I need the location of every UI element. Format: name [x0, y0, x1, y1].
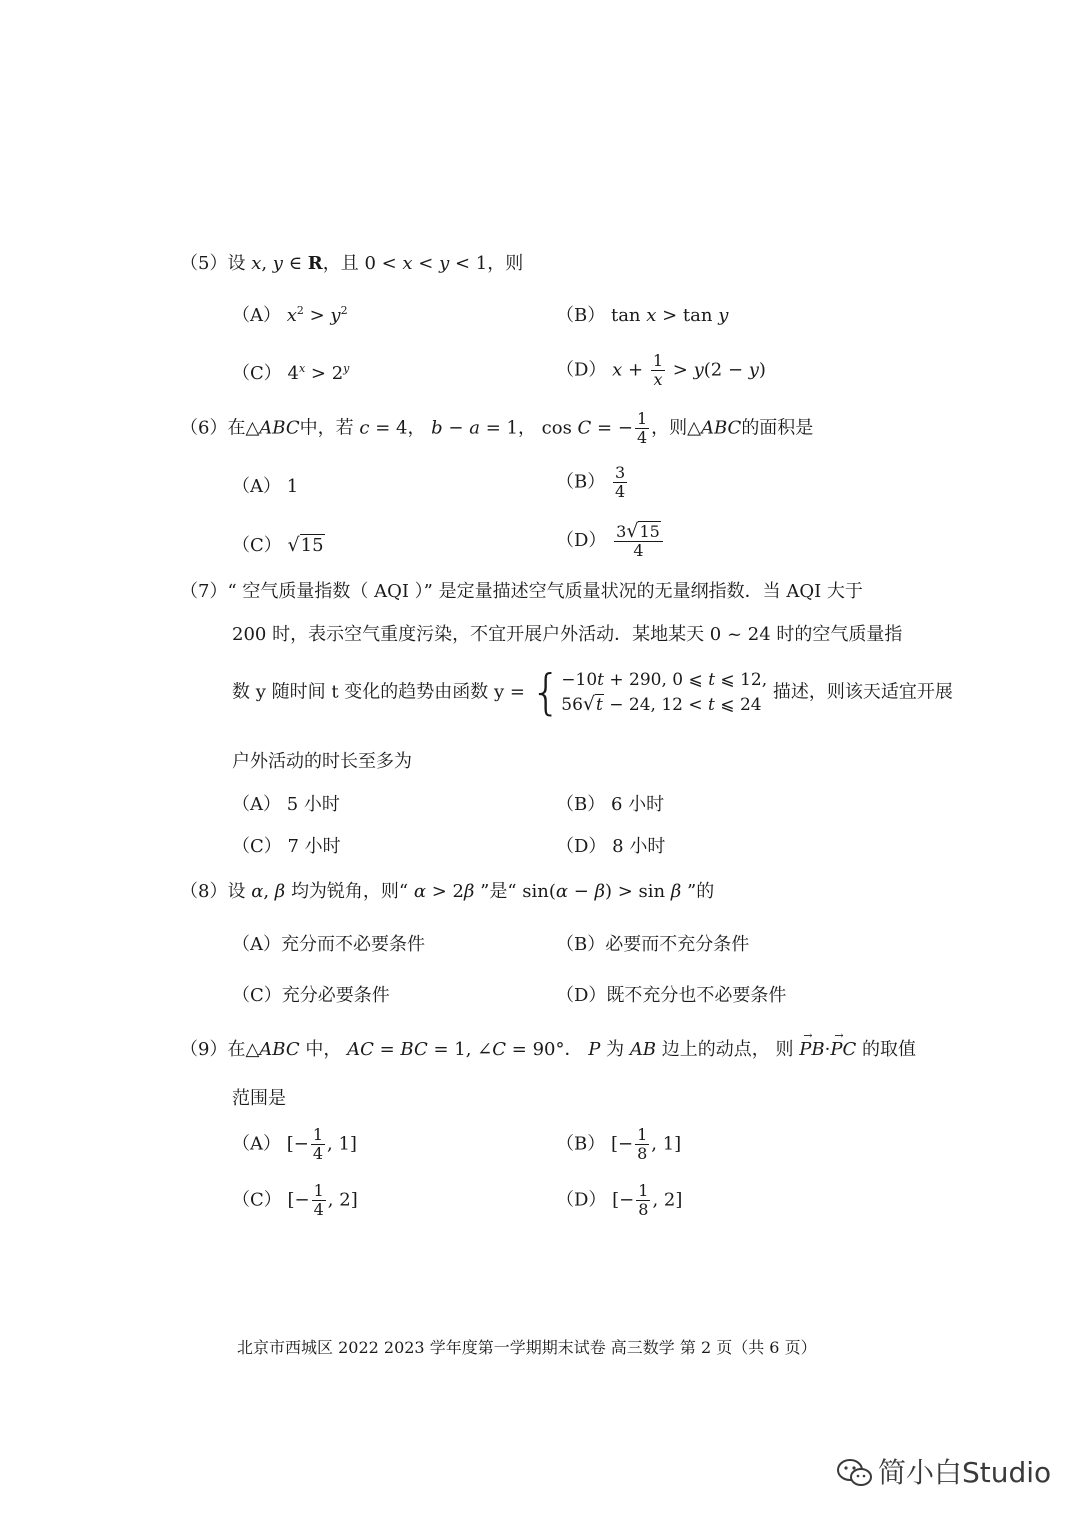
watermark: 简小白Studio: [836, 1452, 1051, 1493]
question-5-stem: （5）设 x, y ∈ R，且 0 < x < y < 1，则: [180, 253, 524, 274]
q9-option-a: （A） [− $\frac{1}{4}$ , 1]: [232, 1125, 357, 1163]
q6-option-a: （A） 1: [232, 476, 299, 497]
question-9-stem: （9）在△ABC 中， AC = BC = 1, ∠C = 90°． P 为 AB 边上的动点， 则 → PB·→ PC 的取值: [180, 1039, 916, 1061]
question-7-line-2: 200 时，表示空气重度污染，不宜开展户外活动．某地某天 0 ~ 24 时的空气质量指: [232, 624, 903, 645]
question-7-line-3: 数 y 随时间 t 变化的趋势由函数 y = { −10t + 290, 0 ⩽ t ⩽ 12, 56√t − 24, 12 < t ⩽ 24 描述，则该天适宜开展: [232, 664, 953, 721]
q5-option-d: （D） x + $\frac{1}{x}$ > y(2 − y): [556, 351, 766, 389]
question-9-line-2: 范围是: [232, 1088, 286, 1109]
q8-option-a: （A）充分而不必要条件: [232, 934, 425, 955]
q9-option-c: （C） [− $\frac{1}{4}$ , 2]: [232, 1181, 358, 1219]
q7-option-a: （A） 5 小时: [232, 794, 340, 815]
q6-option-d: （D） $\frac{3√15}{4}$: [556, 522, 665, 560]
question-7-line-4: 户外活动的时长至多为: [232, 751, 412, 772]
q9-option-d: （D） [− $\frac{1}{8}$ , 2]: [556, 1181, 683, 1219]
q8-option-d: （D）既不充分也不必要条件: [556, 985, 787, 1006]
q7-option-d: （D） 8 小时: [556, 836, 666, 857]
q7-option-b: （B） 6 小时: [556, 794, 665, 815]
wechat-icon: [836, 1457, 874, 1489]
q5-option-a: （A） $x^2 > y^2$: [232, 304, 348, 326]
piecewise-function: −10t + 290, 0 ⩽ t ⩽ 12, 56√t − 24, 12 < t ⩽ 24: [561, 670, 768, 715]
page-footer: 北京市西城区 2022 2023 学年度第一学期期末试卷 高三数学 第 2 页（共 6 页）: [237, 1338, 817, 1357]
q5-option-c: （C） $4^x > 2^y$: [232, 362, 350, 384]
question-8-stem: （8）设 α, β 均为锐角，则“ α > 2β ”是“ sin(α − β) > sin β ”的: [180, 881, 715, 902]
q6-option-c: （C） √15: [232, 534, 324, 556]
q8-option-c: （C）充分必要条件: [232, 985, 390, 1006]
q7-option-c: （C） 7 小时: [232, 836, 341, 857]
q9-option-b: （B） [− $\frac{1}{8}$ , 1]: [556, 1125, 682, 1163]
question-6-stem: （6）在△ABC中，若 c = 4， b − a = 1， cos C = − $\frac{1}{4}$ ，则△ABC的面积是: [180, 409, 814, 447]
q6-option-b: （B） $\frac{3}{4}$: [556, 463, 626, 501]
question-7-line-1: （7）“ 空气质量指数（ AQI ）” 是定量描述空气质量状况的无量纲指数．当 AQI 大于: [180, 581, 863, 602]
q5-option-b: （B） tan x > tan y: [556, 305, 729, 326]
q8-option-b: （B）必要而不充分条件: [556, 934, 750, 955]
